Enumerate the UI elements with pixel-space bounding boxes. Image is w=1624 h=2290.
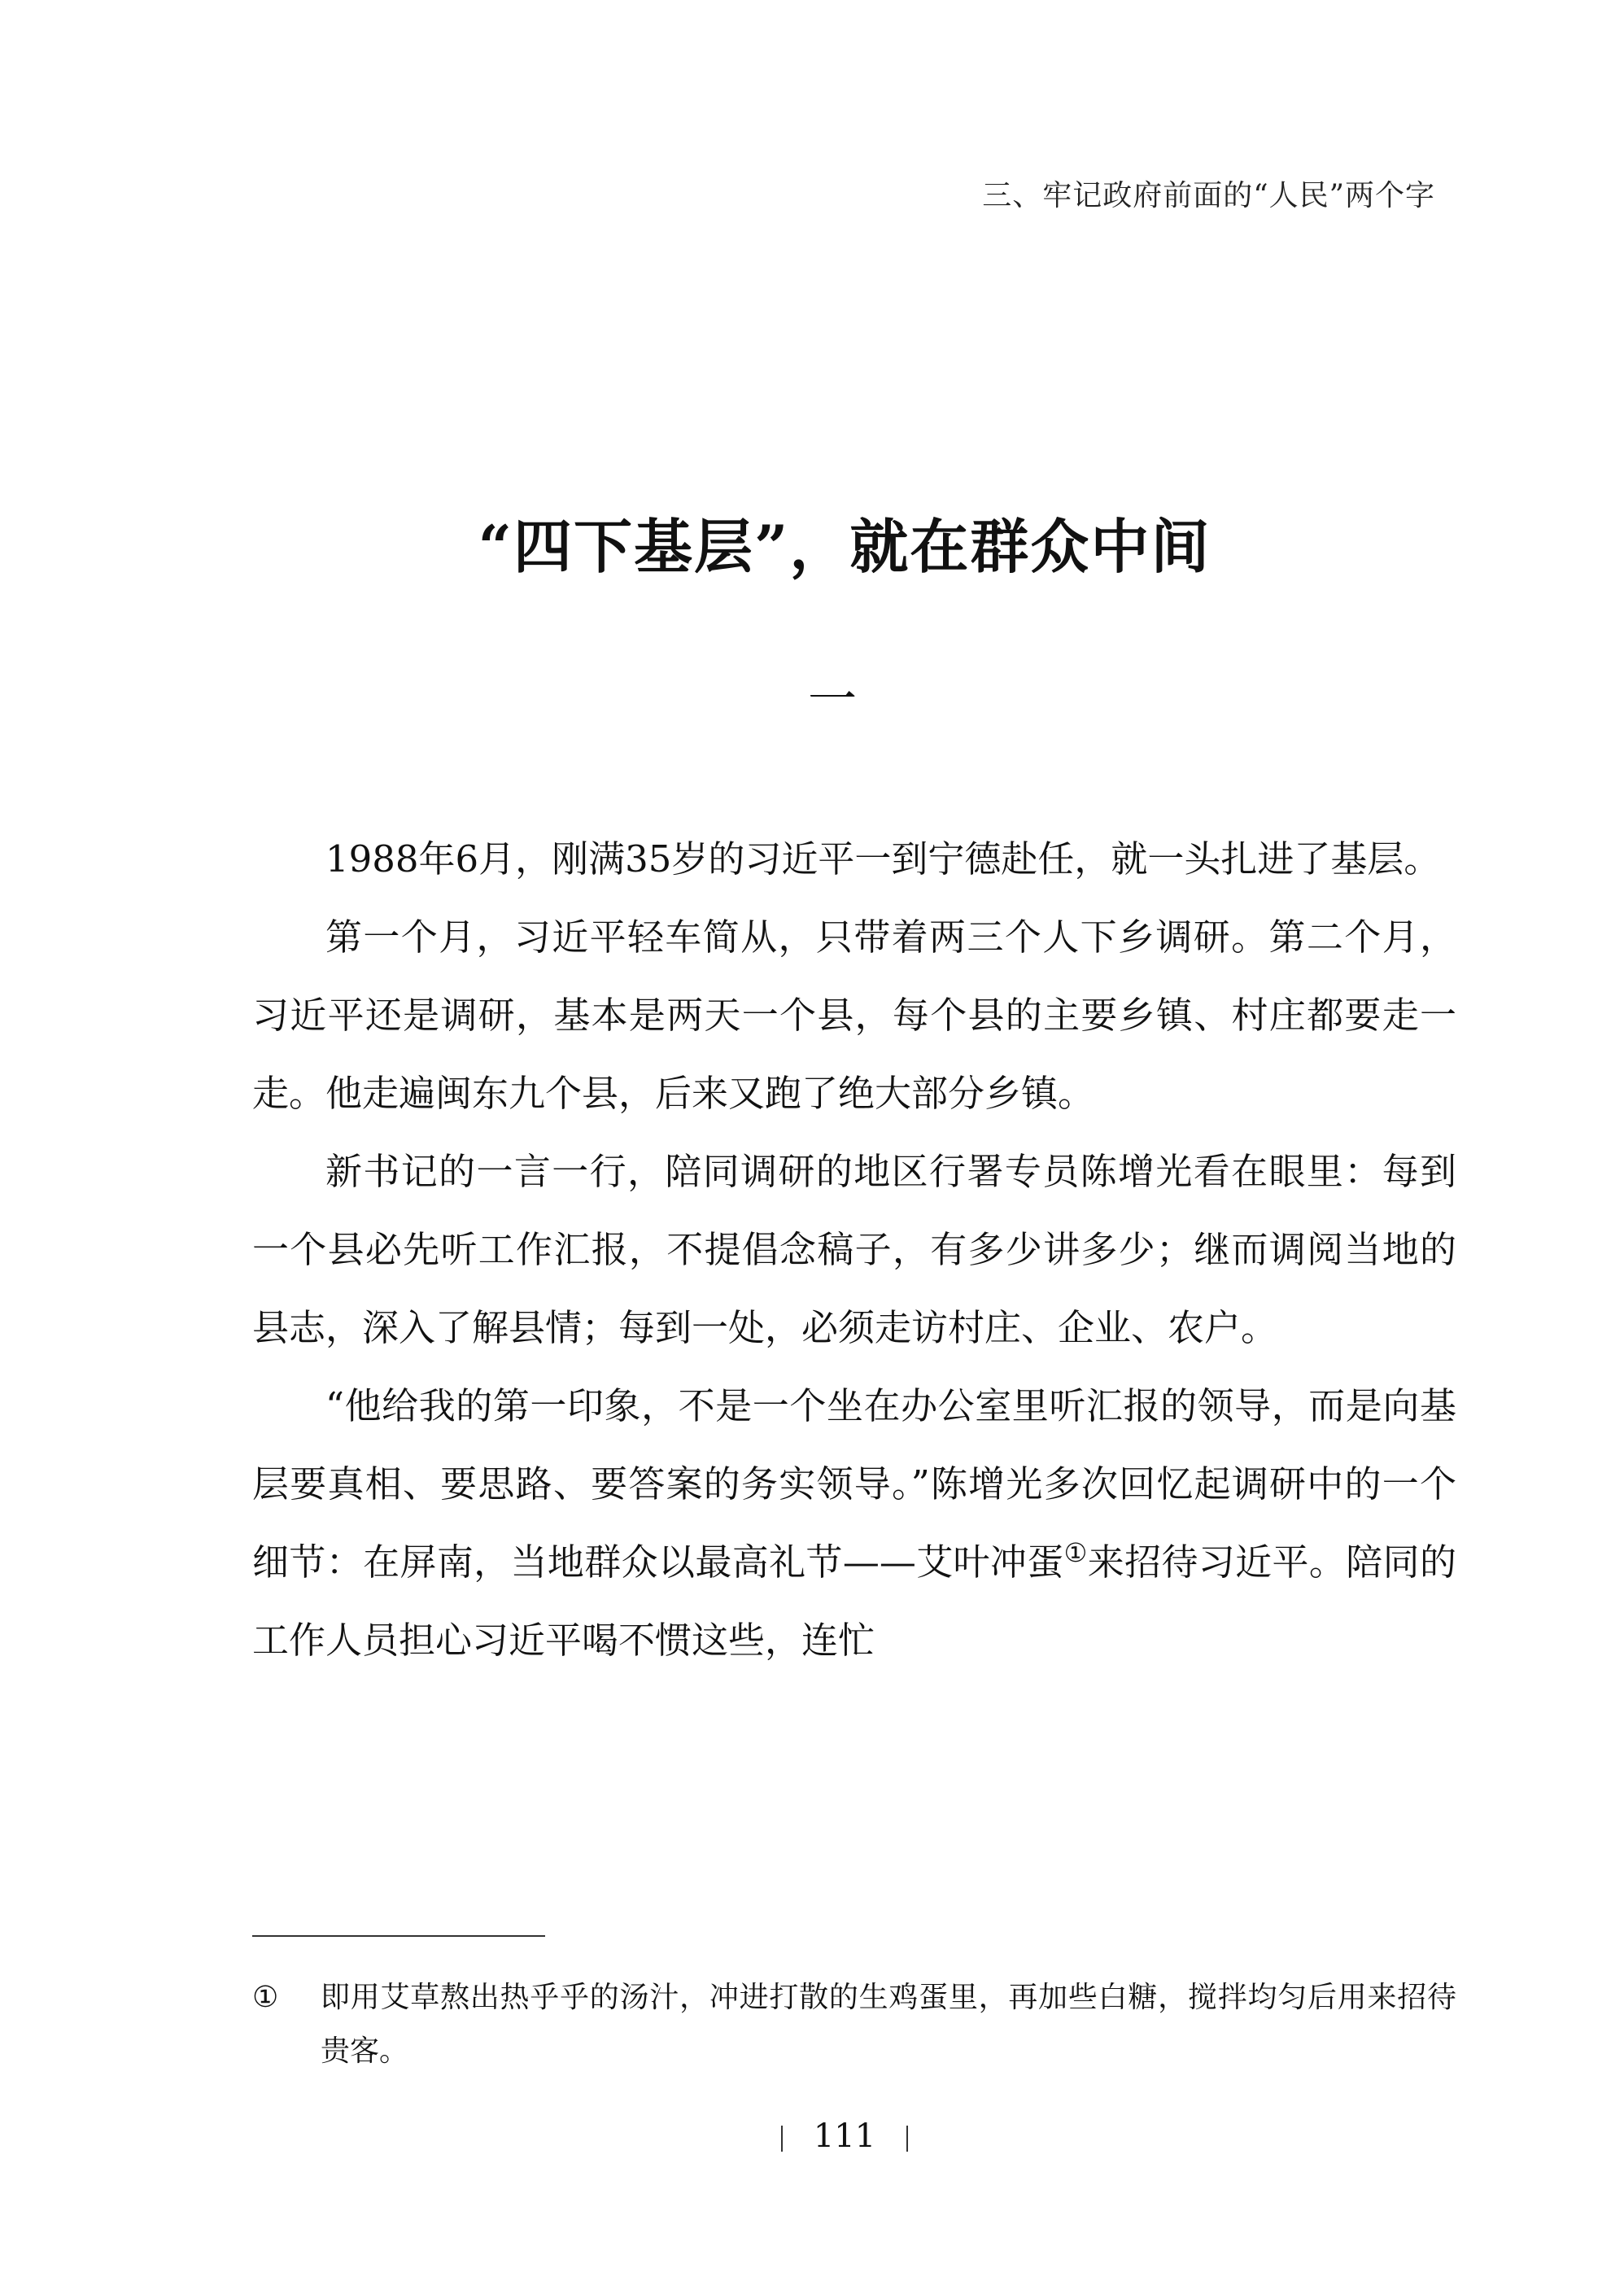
footnote-text: 即用艾草熬出热乎乎的汤汁，冲进打散的生鸡蛋里，再加些白糖，搅拌均匀后用来招待贵客。 [321,1981,1456,2068]
footnote [252,1971,1456,2078]
body-text [252,820,1456,1680]
paragraph [252,1367,1456,1680]
footnote-number: ① [252,1981,279,2014]
section-number: 一 [808,671,857,728]
paragraph: 新书记的一言一行，陪同调研的地区行署专员陈增光看在眼里：每到一个县必先听工作汇报，不提倡念稿子，有多少讲多少；继而调阅当地的县志，深入了解县情；每到一处，必须走访村庄、企业、农户。 [252,1150,1456,1349]
paragraph: 1988年6月，刚满35岁的习近平一到宁德赴任，就一头扎进了基层。 [325,837,1441,881]
paragraph-text: “他给我的第一印象，不是一个坐在办公室里听汇报的领导，而是向基层要真相、要思路、要答案的务实领导。”陈增光多次回忆起调研中的一个细节：在屏南，当地群众以最高礼节——艾叶冲蛋 [252,1384,1456,1584]
paragraph-text: 来招待习近平。陪同的工作人员担心习近平喝不惯这些，连忙 [252,1541,1456,1662]
chapter-title: “四下基层”，就在群众中间 [478,512,1211,582]
page-number-left-bar [781,2126,783,2152]
running-header: 三、牢记政府前面的“人民”两个字 [982,179,1435,212]
footnote-divider [252,1935,545,1937]
page-number-area [0,2117,1624,2155]
paragraph: 第一个月，习近平轻车简从，只带着两三个人下乡调研。第二个月，习近平还是调研，基本是两天一个县，每个县的主要乡镇、村庄都要走一走。他走遍闽东九个县，后来又跑了绝大部分乡镇。 [252,916,1456,1115]
page-number-right-bar [906,2126,908,2152]
footnote-reference[interactable]: ① [1063,1537,1088,1568]
page-number: 111 [813,2117,876,2155]
